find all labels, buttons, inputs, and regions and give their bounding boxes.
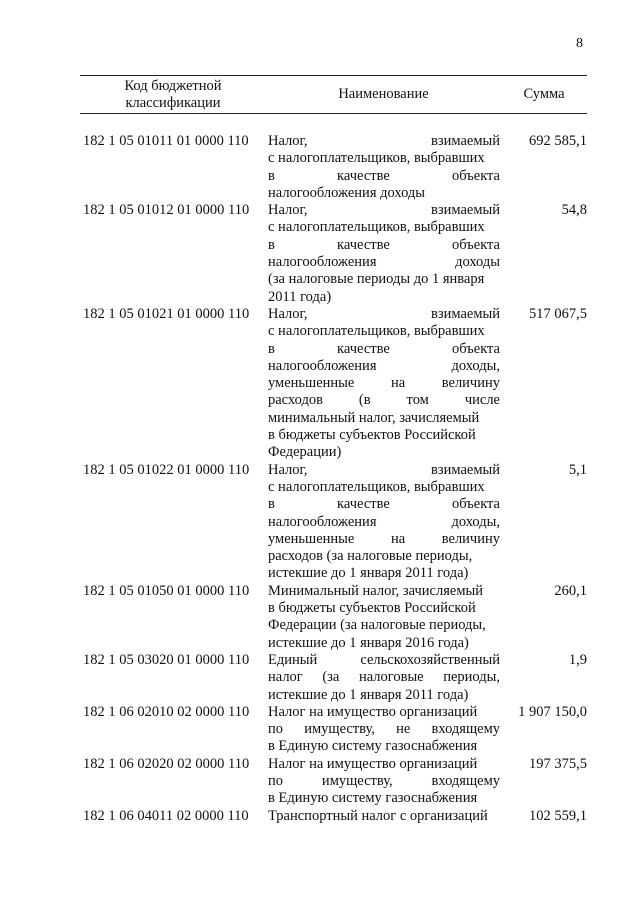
item-name-line: в Единую систему газоснабжения: [268, 790, 478, 807]
page-number: 8: [576, 36, 583, 51]
table-row: [0, 306, 639, 462]
budget-code: 182 1 05 01021 01 0000 110: [83, 305, 250, 322]
table-row: [0, 704, 639, 756]
item-name: [268, 652, 500, 704]
budget-code: 182 1 05 01012 01 0000 110: [83, 202, 250, 219]
item-name: [268, 583, 500, 652]
budget-code: 182 1 06 04011 02 0000 110: [83, 807, 249, 824]
item-name-line: Налог, взимаемый: [268, 133, 500, 149]
budget-code: 182 1 05 03020 01 0000 110: [83, 651, 250, 668]
budget-code: 182 1 06 02020 02 0000 110: [83, 755, 250, 772]
amount: 517 067,5: [529, 305, 587, 322]
header-name: Наименование: [338, 86, 429, 102]
item-name-line: в качестве объекта: [268, 236, 500, 253]
item-name-line: уменьшенные на величину: [268, 530, 500, 547]
item-name-line: в качестве объекта: [268, 340, 500, 357]
item-name-line: Налог, взимаемый: [268, 202, 500, 219]
table-row: [0, 202, 639, 306]
item-name-line: налогообложения доходы,: [268, 357, 500, 374]
item-name-line: Налог на имущество организаций: [268, 703, 478, 720]
item-name-line: по имуществу, входящему: [268, 772, 500, 789]
budget-code: 182 1 05 01011 01 0000 110: [83, 133, 249, 149]
item-name-line: истекшие до 1 января 2011 года): [268, 565, 469, 582]
table-row: [0, 756, 639, 808]
amount: 692 585,1: [529, 133, 587, 149]
table-row: [0, 133, 639, 202]
item-name-line: Налог, взимаемый: [268, 305, 500, 322]
item-name-line: налогообложения доходы: [268, 254, 500, 271]
item-name-line: в качестве объекта: [268, 167, 500, 184]
item-name-line: в бюджеты субъектов Российской: [268, 427, 476, 444]
item-name-line: минимальный налог, зачисляемый: [268, 409, 480, 426]
amount: 1,9: [568, 651, 587, 668]
table-body: [0, 133, 639, 825]
budget-code: 182 1 05 01022 01 0000 110: [83, 461, 250, 478]
item-name: [268, 704, 500, 756]
header-sum: Сумма: [523, 86, 565, 102]
item-name-line: в качестве объекта: [268, 496, 500, 513]
item-name-line: Единый сельскохозяйственный: [268, 651, 500, 668]
table-row: [0, 808, 639, 825]
item-name-line: расходов (в том числе: [268, 392, 500, 409]
item-name-line: уменьшенные на величину: [268, 375, 500, 392]
amount: 54,8: [561, 202, 587, 219]
item-name-line: Налог, взимаемый: [268, 461, 500, 478]
item-name-line: по имуществу, не входящему: [268, 721, 500, 738]
item-name-line: с налогоплательщиков, выбравших: [268, 478, 485, 495]
item-name: [268, 462, 500, 583]
table-header-rule: [80, 113, 587, 114]
item-name-line: налогообложения доходы,: [268, 513, 500, 530]
item-name: [268, 756, 500, 808]
amount: 197 375,5: [529, 755, 587, 772]
item-name-line: (за налоговые периоды до 1 января: [268, 271, 485, 288]
item-name-line: с налогоплательщиков, выбравших: [268, 219, 485, 236]
item-name-line: с налогоплательщиков, выбравших: [268, 150, 485, 167]
item-name-line: расходов (за налоговые периоды,: [268, 548, 473, 565]
item-name: [268, 306, 500, 462]
item-name-line: налогообложения доходы: [268, 184, 426, 201]
amount: 102 559,1: [529, 807, 587, 824]
item-name: [268, 133, 500, 202]
item-name-line: истекшие до 1 января 2011 года): [268, 686, 469, 703]
header-code: Код бюджетной классификации: [124, 77, 222, 111]
amount: 5,1: [568, 461, 587, 478]
item-name-line: Федерации): [268, 444, 342, 461]
budget-code: 182 1 06 02010 02 0000 110: [83, 703, 250, 720]
item-name-line: Транспортный налог с организаций: [268, 807, 488, 824]
item-name: [268, 808, 500, 825]
item-name: [268, 202, 500, 306]
item-name-line: Минимальный налог, зачисляемый: [268, 582, 484, 599]
amount: 260,1: [554, 582, 587, 599]
item-name-line: Налог на имущество организаций: [268, 755, 478, 772]
table-row: [0, 462, 639, 583]
amount: 1 907 150,0: [518, 703, 587, 720]
item-name-line: истекшие до 1 января 2016 года): [268, 634, 469, 651]
table-row: [0, 652, 639, 704]
item-name-line: налог (за налоговые периоды,: [268, 669, 500, 686]
table-row: [0, 583, 639, 652]
budget-code: 182 1 05 01050 01 0000 110: [83, 582, 250, 599]
item-name-line: в Единую систему газоснабжения: [268, 738, 478, 755]
item-name-line: с налогоплательщиков, выбравших: [268, 323, 485, 340]
item-name-line: в бюджеты субъектов Российской: [268, 600, 476, 617]
item-name-line: Федерации (за налоговые периоды,: [268, 617, 486, 634]
item-name-line: 2011 года): [268, 288, 332, 305]
